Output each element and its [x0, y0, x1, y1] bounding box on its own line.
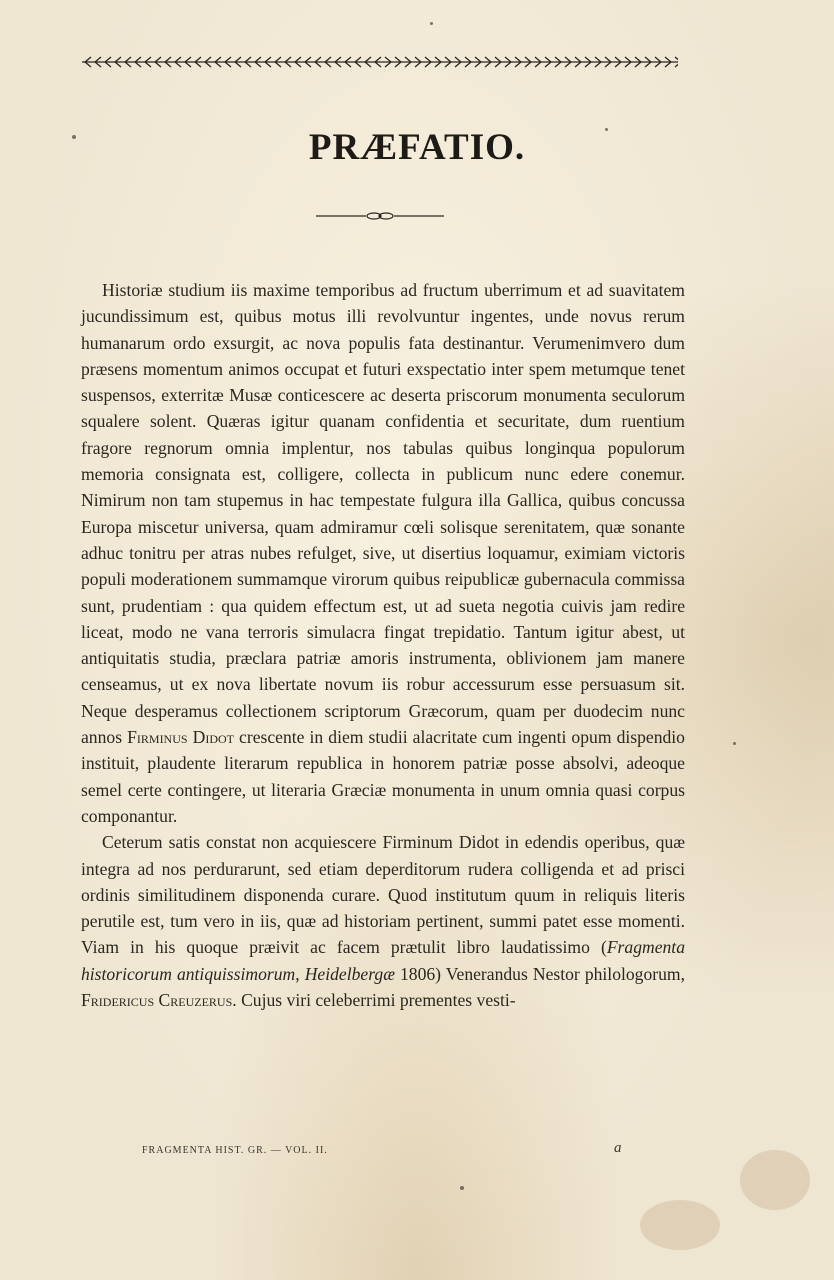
person-name-firminus-didot: Firminus Didot — [127, 727, 234, 748]
footer-signature: FRAGMENTA HIST. GR. — VOL. II. — [142, 1145, 328, 1156]
footer-signature-mark: a — [614, 1140, 622, 1156]
paragraph-2-comma: , — [295, 963, 305, 984]
paragraph-2-text-c: . Cujus viri celeberrimi prementes vesti- — [232, 990, 516, 1011]
person-name-creuzerus: Fridericus Creuzerus — [81, 990, 233, 1011]
cited-place: Heidelbergæ — [304, 963, 395, 984]
paragraph-1-text-a: Historiæ studium iis maxime temporibus ad fructum uberrimum et ad suavitatem jucundissimum est, quibus motus illi revolvuntur ingentes, unde novus rerum humanarum ordo exsurgit, ac nova populis fata destinantur. Verumenimvero dum præsens momentum animos occupat et futuri exspectatio inter spem metumque tenet suspensos, exterritæ Musæ conticescere ac deserta priscorum monumenta seculorum squalere solent. Quæras igitur quanam confidentia et securitate, dum ruentium fragore regnorum omnia implentur, nos tabulas quibus longinqua populorum memoria consignata est, colligere, collecta in publicum nunc edere conemur. Nimirum non tam stupemus in hac tempestate fulgura illa Gallica, quibus concussa Europa miscetur universa, quam admiramur cœli solisque serenitatem, quæ sonante adhuc tonitru per atras nubes refulget, sive, ut disertius loquamur, eximiam victoris populi moderationem summamque virorum quibus reipublicæ gubernacula commissa sunt, prudentiam : qua quidem effectum est, ut ad sueta negotia cuivis jam redire liceat, modo ne vana terroris simulacra fingat trepidatio. Tantum igitur abest, ut antiquitatis studia, præclara patriæ amoris instrumenta, oblivionem jam manere censeamus, ut ex nova libertate novum iis robur accessurum esse persuasum sit. Neque desperamus collectionem scriptorum Græcorum, quam per duodecim nunc annos — [81, 280, 685, 748]
paragraph-2-text-b: 1806) Venerandus Nestor philologorum, — [394, 963, 686, 984]
paper-stain — [740, 1150, 810, 1210]
cited-book-title: Fragmenta historicorum antiquissimorum — [81, 937, 685, 984]
paper-speck — [733, 742, 736, 745]
title-ornament — [316, 210, 444, 222]
paper-speck — [430, 22, 433, 25]
paper-speck — [460, 1186, 464, 1190]
top-ornamental-rule — [82, 56, 678, 68]
paper-speck — [72, 135, 76, 139]
body-text — [81, 277, 685, 1013]
paragraph-2-text-a: Ceterum satis constat non acquiescere Firminum Didot in edendis operibus, quæ integra ad nos perdurarunt, sed etiam deperditorum rudera colligenda et ad prisci ordinis similitudinem disponenda curare. Quod institutum quum in reliquis literis perutile est, tum vero in iis, quæ ad historiam pertinent, summi patet esse momenti. Viam in his quoque præivit ac facem prætulit libro laudatissimo ( — [81, 832, 685, 958]
paper-stain — [640, 1200, 720, 1250]
page-title: PRÆFATIO. — [308, 127, 526, 168]
paragraph-1 — [81, 277, 685, 829]
paragraph-2 — [81, 829, 685, 1013]
paper-speck — [605, 128, 608, 131]
paragraph-1-text-b: crescente in diem studii alacritate cum ingenti opum dispendio instituit, plaudente literarum republica in honorem patriæ posse absolvi, adeoque semel certe contingere, ut literaria Græciæ monumenta in unum omnia quasi corpus componantur. — [81, 727, 685, 826]
